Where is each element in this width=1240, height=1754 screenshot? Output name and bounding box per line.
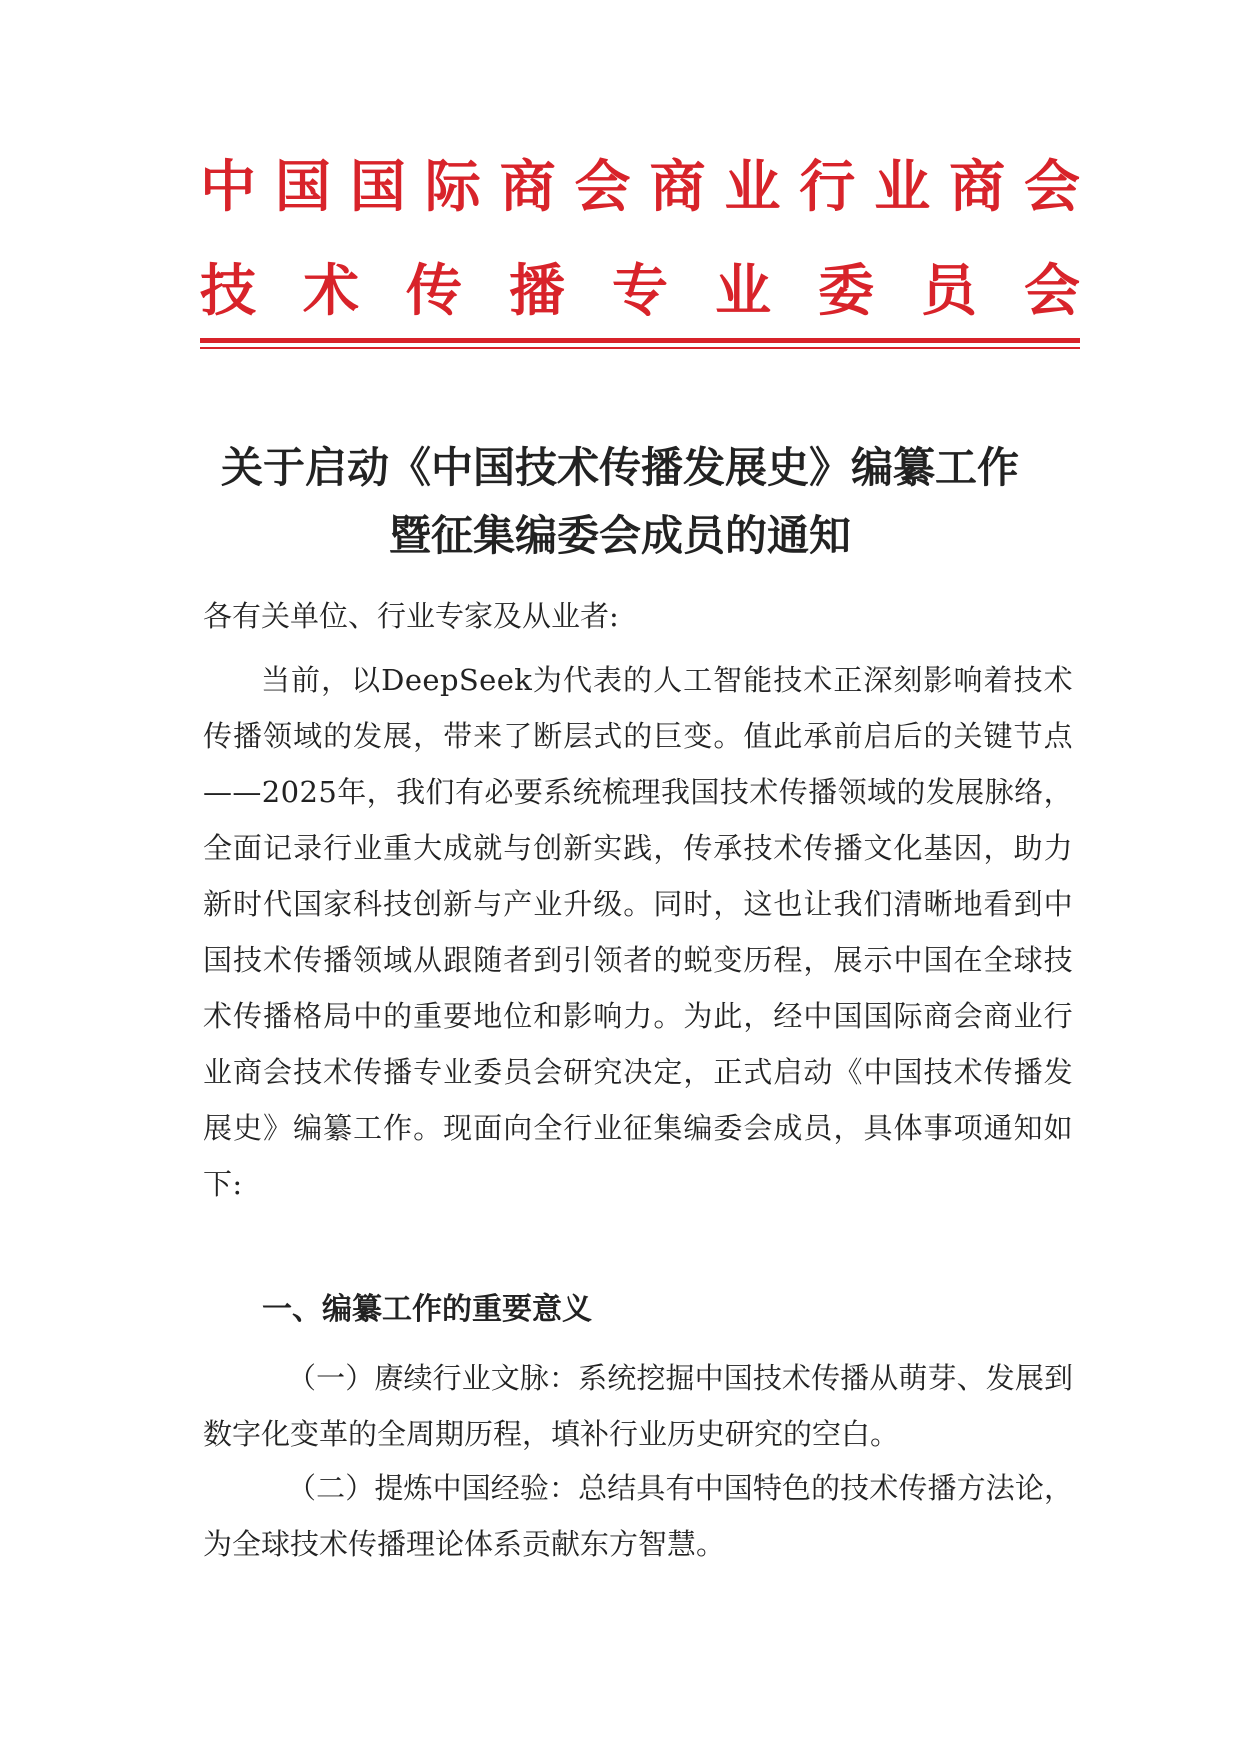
section-1-heading: 一、编纂工作的重要意义 xyxy=(262,1292,592,1327)
title-line-2: 暨征集编委会成员的通知 xyxy=(388,511,851,560)
organization-name-line-2: 技术传播专业委员会 xyxy=(200,259,1080,324)
letterhead-rule-thick xyxy=(200,338,1080,343)
letterhead-rule-thin xyxy=(200,347,1080,349)
section-1-item-2: （二）提炼中国经验：总结具有中国特色的技术传播方法论，为全球技术传播理论体系贡献东方智慧。 xyxy=(203,1471,1073,1561)
title-line-1: 关于启动《中国技术传播发展史》编纂工作 xyxy=(220,443,1019,492)
salutation: 各有关单位、行业专家及从业者: xyxy=(203,599,619,633)
organization-name-line-1: 中国国际商会商业行业商会 xyxy=(200,155,1080,220)
section-1-item-1: （一）赓续行业文脉：系统挖掘中国技术传播从萌芽、发展到数字化变革的全周期历程，填补行业历史研究的空白。 xyxy=(203,1361,1073,1451)
intro-paragraph: 当前，以DeepSeek为代表的人工智能技术正深刻影响着技术传播领域的发展，带来了断层式的巨变。值此承前启后的关键节点——2025年，我们有必要系统梳理我国技术传播领域的发展脉络，全面记录行业重大成就与创新实践，传承技术传播文化基因，助力新时代国家科技创新与产业升级。同时，这也让我们清晰地看到中国技术传播领域从跟随者到引领者的蜕变历程，展示中国在全球技术传播格局中的重要地位和影响力。为此，经中国国际商会商业行业商会技术传播专业委员会研究决定，正式启动《中国技术传播发展史》编纂工作。现面向全行业征集编委会成员，具体事项通知如下: xyxy=(203,663,1073,1201)
